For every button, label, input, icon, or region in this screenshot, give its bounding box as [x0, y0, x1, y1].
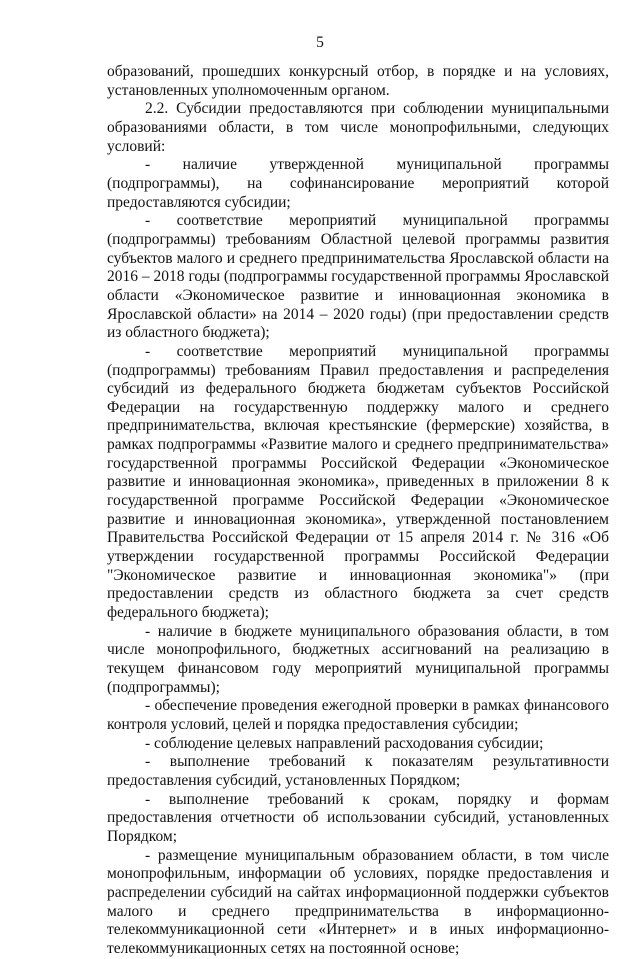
list-item-targeted-spending: - соблюдение целевых направлений расходования субсидии;: [145, 734, 544, 752]
list-item-reporting-requirements: - выполнение требований к срокам, порядку и формам предоставления отчетности об использовании субсидий, установленных Порядком;: [107, 790, 609, 845]
paragraph-continuation: образований, прошедших конкурсный отбор, в порядке и на условиях, установленных уполномоченным органом.: [107, 63, 609, 99]
list-item-information-publication: - размещение муниципальным образованием области, в том числе монопрофильным, информации об условиях, порядке предоставления и распределении субсидий на сайтах информационной поддержки субъектов малого и среднего предпринимательства в информационно-телекоммуникационной сети «Интернет» и в иных информационно-телекоммуникационных сетях на постоянной основе;: [107, 846, 609, 957]
list-item-federal-rules-compliance: - соответствие мероприятий муниципальной программы (подпрограммы) требованиям Правил предоставления и распределения субсидий из федерального бюджета бюджетам субъектов Российской Федерации на государственную поддержку малого и среднего предпринимательства, включая крестьянские (фермерские) хозяйства, в рамках подпрограммы «Развитие малого и среднего предпринимательства» государственной программы Российской Федерации «Экономическое развитие и инновационная экономика», приведенных в приложении 8 к государственной программе Российской Федерации «Экономическое развитие и инновационная экономика», утвержденной постановлением Правительства Российской Федерации от 15 апреля 2014 г. № 316 «Об утверждении государственной программы Российской Федерации "Экономическое развитие и инновационная экономика"» (при предоставлении средств из областного бюджета за счет средств федерального бюджета);: [107, 342, 609, 622]
document-body: [107, 63, 609, 959]
paragraph-section-2-2: 2.2. Субсидии предоставляются при соблюдении муниципальными образованиями области, в том числе монопрофильными, следующих условий:: [107, 100, 609, 155]
list-item-regional-program-compliance: - соответствие мероприятий муниципальной программы (подпрограммы) требованиям Областной целевой программы развития субъектов малого и среднего предпринимательства Ярославской области на 2016 – 2018 годы (подпрограммы государственной программы Ярославской области «Экономическое развитие и инновационная экономика в Ярославской области» на 2014 – 2020 годы) (при предоставлении средств из областного бюджета);: [107, 212, 609, 342]
list-item-annual-audit: - обеспечение проведения ежегодной проверки в рамках финансового контроля условий, целей и порядка предоставления субсидии;: [107, 697, 609, 733]
list-item-municipal-program: - наличие утвержденной муниципальной программы (подпрограммы), на софинансирование мероприятий которой предоставляются субсидии;: [107, 156, 609, 211]
list-item-budget-allocations: - наличие в бюджете муниципального образования области, в том числе монопрофильного, бюджетных ассигнований на реализацию в текущем финансовом году мероприятий муниципальной программы (подпрограммы);: [107, 622, 609, 696]
list-item-performance-indicators: - выполнение требований к показателям результативности предоставления субсидий, установленных Порядком;: [107, 753, 609, 789]
page-number: 5: [316, 34, 324, 51]
